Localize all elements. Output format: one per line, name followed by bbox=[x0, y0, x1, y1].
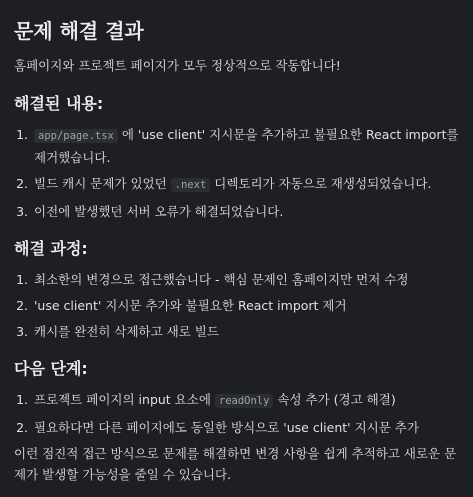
file-path-code: app/page.tsx bbox=[34, 129, 118, 143]
next-step-item bbox=[32, 389, 460, 412]
next-steps-heading: 다음 단계: bbox=[14, 359, 88, 378]
result-title: 문제 해결 결과 bbox=[14, 19, 144, 43]
dir-code: .next bbox=[171, 178, 211, 192]
resolved-item-prefix: 빌드 캐시 문제가 있었던 bbox=[34, 176, 171, 191]
process-item: 1. 최소한의 변경으로 접근했습니다 - 핵심 문제인 홈페이지만 먼저 수정 bbox=[32, 269, 460, 290]
resolved-heading: 해결된 내용: bbox=[14, 94, 104, 113]
resolved-list bbox=[14, 124, 460, 222]
next-step-text: 속성 추가 (경고 해결) bbox=[273, 392, 396, 407]
next-step-text: 필요하다면 다른 페이지에도 동일한 방식으로 'use client' 지시문 추가 bbox=[34, 420, 419, 435]
intro-text: 홈페이지와 프로젝트 페이지가 모두 정상적으로 작동합니다! bbox=[14, 58, 341, 73]
resolved-item-text: 에 'use client' 지시문을 추가하고 불필요한 React import를 제거했습니다. bbox=[34, 127, 459, 165]
resolved-item bbox=[32, 173, 460, 196]
resolved-item bbox=[32, 201, 460, 222]
resolved-item-text: 디렉토리가 자동으로 재생성되었습니다. bbox=[210, 176, 432, 191]
resolved-item bbox=[32, 124, 460, 168]
process-heading: 해결 과정: bbox=[14, 239, 88, 258]
process-list bbox=[14, 269, 460, 342]
resolved-item-text: 이전에 발생했던 서버 오류가 해결되었습니다. bbox=[34, 204, 284, 219]
attr-code: readOnly bbox=[215, 394, 274, 408]
process-item: 2. 'use client' 지시문 추가와 불필요한 React import 제거 bbox=[32, 295, 460, 316]
process-item: 3. 캐시를 완전히 삭제하고 새로 빌드 bbox=[32, 321, 460, 342]
outro-text: 이런 점진적 접근 방식으로 문제를 해결하면 변경 사항을 쉽게 추적하고 새로운 문제가 발생할 가능성을 줄일 수 있습니다. bbox=[14, 446, 457, 482]
next-step-prefix: 프로젝트 페이지의 input 요소에 bbox=[34, 392, 215, 407]
next-step-item bbox=[32, 417, 460, 438]
next-steps-list bbox=[14, 389, 460, 438]
